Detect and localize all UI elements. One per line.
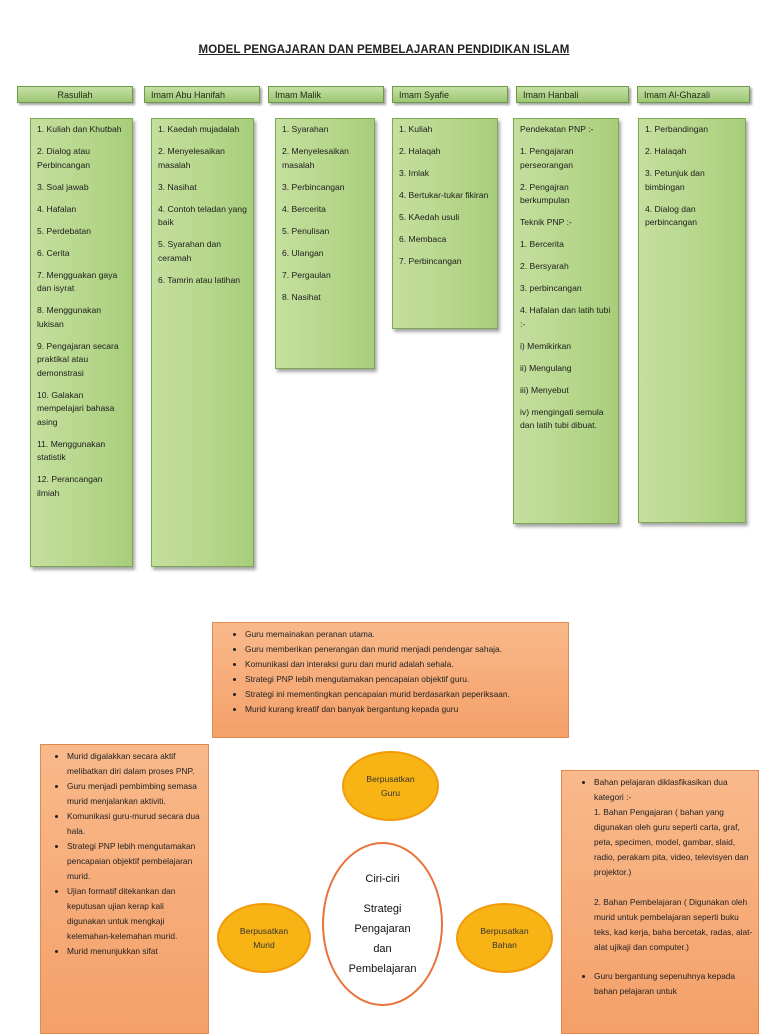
bahan-pembelajaran: 2. Bahan Pembelajaran ( Digunakan oleh murid untuk pembelajaran seperti buku teks, kad kerja, baha bercetak, radas, alat-alat ujikaji dan computer.) (594, 897, 753, 952)
column-al-ghazali (638, 118, 746, 523)
bullet-item: • Murid digalakkan secara aktif melibatkan diri dalam proses PNP. (67, 749, 204, 779)
column-item: 7. Perbincangan (399, 256, 462, 266)
column-malik (275, 118, 375, 369)
column-hanbali (513, 118, 619, 524)
column-rasullah (30, 118, 133, 567)
column-item: 4. Hafalan (37, 203, 77, 214)
bahan-pengajaran: 1. Bahan Pengajaran ( bahan yang digunakan oleh guru seperti carta, graf, peta, specimen, model, gambar, slaid, radio, perakam pita, video, televisyen dan projektor.) (594, 807, 749, 877)
column-item: 4. Hafalan dan latih tubi :- (520, 305, 611, 329)
bahan-intro: • Bahan pelajaran diklasfikasikan dua kategori :- 1. Bahan Pengajaran ( bahan yang digunakan oleh guru seperti carta, graf, peta, specimen, model, gambar, slaid, radio, perakam pita, video, televisyen dan projektor.) 2. Bahan Pembelajaran ( Digunakan oleh murid untuk pembelajaran seperti buku teks, kad kerja, baha bercetak, radas, alat-alat ujikaji dan computer.) (594, 775, 754, 955)
column-item: 3. Imlak (399, 168, 430, 178)
column-item: 2. Halaqah (399, 146, 441, 156)
column-item: 1. Perbandingan (645, 124, 709, 134)
column-item: 4. Dialog dan perbincangan (645, 203, 698, 227)
column-item: 8. Nasihat (282, 291, 321, 302)
column-item: 3. perbincangan (520, 283, 582, 293)
column-item: 11. Menggunakan statistik (37, 438, 106, 462)
header-abu-hanifah: Imam Abu Hanifah (144, 86, 260, 103)
column-item: 1. Kuliah (399, 124, 433, 134)
column-abu-hanifah (151, 118, 254, 567)
column-item: 7. Pergaulan (282, 269, 331, 280)
bullet-item: • Guru memainakan peranan utama. (245, 627, 562, 642)
column-item: iii) Menyebut (520, 384, 569, 395)
column-item: 1. Syarahan (282, 124, 329, 134)
bullet-item: • Komunikasi dan interaksi guru dan murid adalah sehala. (245, 657, 562, 672)
bullet-item: • Ujian formatif ditekankan dan keputusan ujian kerap kali digunakan untuk mengkaji kelemahan-kelemahan murid. (67, 884, 204, 944)
column-item: ii) Mengulang (520, 362, 572, 373)
bullet-item: • Strategi ini mementingkan pencapaian murid berdasarkan peperiksaan. (245, 687, 562, 702)
column-item: 8. Menggunakan lukisan (37, 305, 102, 329)
center-line-5: Pembelajaran (348, 963, 417, 975)
column-item: 5. Perdebatan (37, 225, 91, 236)
column-item: 4. Bertukar-tukar fikiran (399, 190, 489, 200)
bahan-bullet-2: • Guru bergantung sepenuhnya kepada bahan pelajaran untuk (594, 969, 754, 999)
header-al-ghazali: Imam Al-Ghazali (637, 86, 750, 103)
column-item: 10. Galakan mempelajari bahasa asing (37, 389, 115, 427)
circle-berpusatkan-bahan: Berpusatkan Bahan (456, 903, 553, 973)
column-item: 6. Membaca (399, 234, 447, 244)
bullet-item: • Strategi PNP lebih mengutamakan pencapaian objektif pembelajaran murid. (67, 839, 204, 884)
bullet-item: • Guru memberikan penerangan dan murid menjadi pendengar sahaja. (245, 642, 562, 657)
page-title: MODEL PENGAJARAN DAN PEMBELAJARAN PENDIDIKAN ISLAM (198, 44, 570, 56)
column-item: Pendekatan PNP :- (520, 124, 594, 134)
header-hanbali: Imam Hanbali (516, 86, 629, 103)
column-item: 5. Syarahan dan ceramah (158, 239, 222, 263)
column-item: 3. Soal jawab (37, 181, 89, 192)
bullet-item: • Strategi PNP lebih mengutamakan pencapaian objektif guru. (245, 672, 562, 687)
circle-berpusatkan-guru: Berpusatkan Guru (342, 751, 439, 821)
column-item: 6. Tamrin atau latihan (158, 274, 241, 285)
column-item: 1. Bercerita (520, 239, 564, 249)
bahan-centered-box (561, 770, 759, 1034)
column-item: 4. Contoh teladan yang baik (158, 203, 247, 227)
center-ciri-ciri (322, 842, 443, 1006)
column-item: 9. Pengajaran secara praktikal atau demonstrasi (37, 340, 119, 378)
column-item: 12. Perancangan ilmiah (37, 474, 103, 498)
circle-berpusatkan-murid: Berpusatkan Murid (217, 903, 311, 973)
column-item: 2. Pengajran berkumpulan (520, 181, 570, 205)
murid-centered-box (40, 744, 209, 1034)
bullet-item: • Guru menjadi pembimbing semasa murid menjalankan aktiviti. (67, 779, 204, 809)
bullet-item: • Murid menunjukkan sifat (67, 944, 204, 959)
column-item: 4. Bercerita (282, 203, 326, 214)
header-malik: Imam Malik (268, 86, 384, 103)
column-item: 2. Dialog atau Perbincangan (37, 146, 91, 170)
column-item: 6. Ulangan (282, 247, 324, 258)
column-item: 5. Penulisan (282, 225, 330, 236)
column-item: i) Memikirkan (520, 340, 572, 351)
column-item: 2. Bersyarah (520, 261, 569, 271)
bullet-item: • Komunikasi guru-murud secara dua hala. (67, 809, 204, 839)
center-line-2: Strategi (363, 903, 402, 915)
column-item: 5. KAedah usuli (399, 212, 460, 222)
column-item: Teknik PNP :- (520, 217, 572, 227)
center-line-1: Ciri-ciri (365, 873, 400, 885)
header-syafie: Imam Syafie (392, 86, 508, 103)
center-line-3: Pengajaran (354, 923, 411, 935)
column-item: 7. Mengguakan gaya dan isyrat (37, 269, 118, 293)
column-item: 2. Halaqah (645, 146, 687, 156)
bullet-item: • Murid kurang kreatif dan banyak bergantung kepada guru (245, 702, 562, 717)
column-item: 6. Cerita (37, 247, 70, 258)
column-item: 2. Menyelesaikan masalah (282, 146, 349, 170)
column-item: 1. Kaedah mujadalah (158, 124, 240, 134)
column-item: 3. Petunjuk dan bimbingan (645, 168, 705, 192)
column-item: 3. Nasihat (158, 181, 197, 192)
column-item: 3. Perbincangan (282, 181, 345, 192)
column-item: 2. Menyelesaikan masalah (158, 146, 225, 170)
column-item: iv) mengingati semula dan latih tubi dibuat. (520, 406, 604, 430)
header-rasullah: Rasullah (17, 86, 133, 103)
column-syafie (392, 118, 498, 329)
guru-centered-box (212, 622, 569, 738)
column-item: 1. Pengajaran perseorangan (520, 146, 574, 170)
column-item: 1. Kuliah dan Khutbah (37, 124, 122, 134)
center-line-4: dan (373, 943, 392, 955)
